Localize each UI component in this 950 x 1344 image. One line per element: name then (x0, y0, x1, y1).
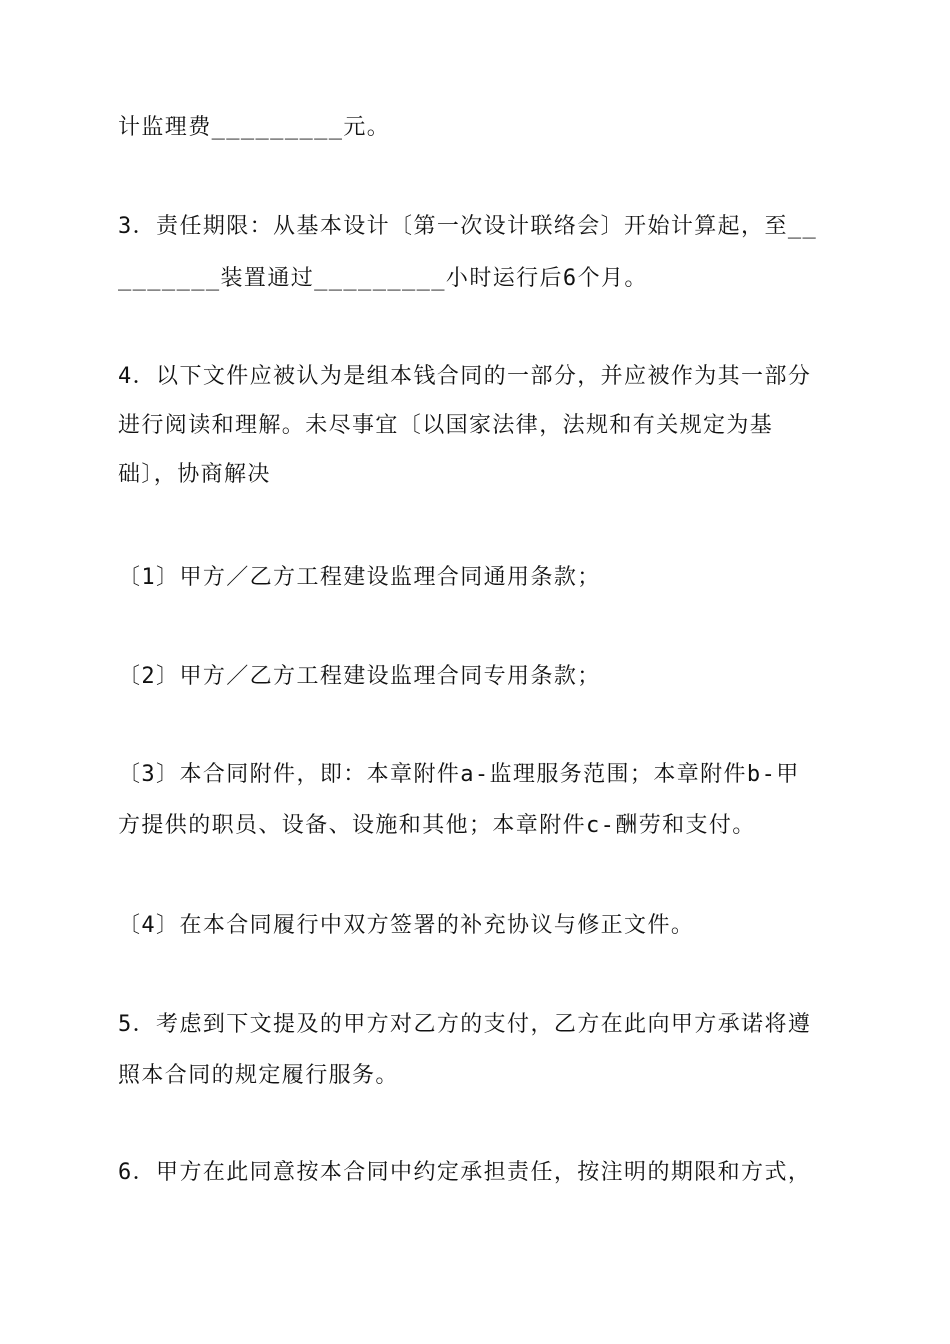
text-line: 进行阅读和理解。未尽事宜〔以国家法律，法规和有关规定为基 (118, 413, 774, 438)
text-line: _______装置通过_________小时运行后6个月。 (118, 266, 648, 291)
text-line: 〔2〕甲方／乙方工程建设监理合同专用条款； (118, 664, 601, 689)
text-line: 4．以下文件应被认为是组本钱合同的一部分，并应被作为其一部分 (118, 364, 812, 389)
text-line: 5．考虑到下文提及的甲方对乙方的支付，乙方在此向甲方承诺将遵 (118, 1012, 812, 1037)
text-line: 照本合同的规定履行服务。 (118, 1063, 399, 1088)
text-line: 计监理费_________元。 (118, 115, 391, 140)
text-line: 方提供的职员、设备、设施和其他；本章附件c-酬劳和支付。 (118, 813, 756, 838)
text-line: 础〕，协商解决 (118, 462, 271, 487)
text-line: 〔4〕在本合同履行中双方签署的补充协议与修正文件。 (118, 913, 695, 938)
text-line: 〔1〕甲方／乙方工程建设监理合同通用条款； (118, 565, 601, 590)
text-line: 3．责任期限：从基本设计〔第一次设计联络会〕开始计算起，至__ (118, 214, 818, 239)
text-line: 6．甲方在此同意按本合同中约定承担责任，按注明的期限和方式， (118, 1160, 812, 1185)
text-line: 〔3〕本合同附件，即：本章附件a-监理服务范围；本章附件b-甲 (118, 762, 800, 787)
